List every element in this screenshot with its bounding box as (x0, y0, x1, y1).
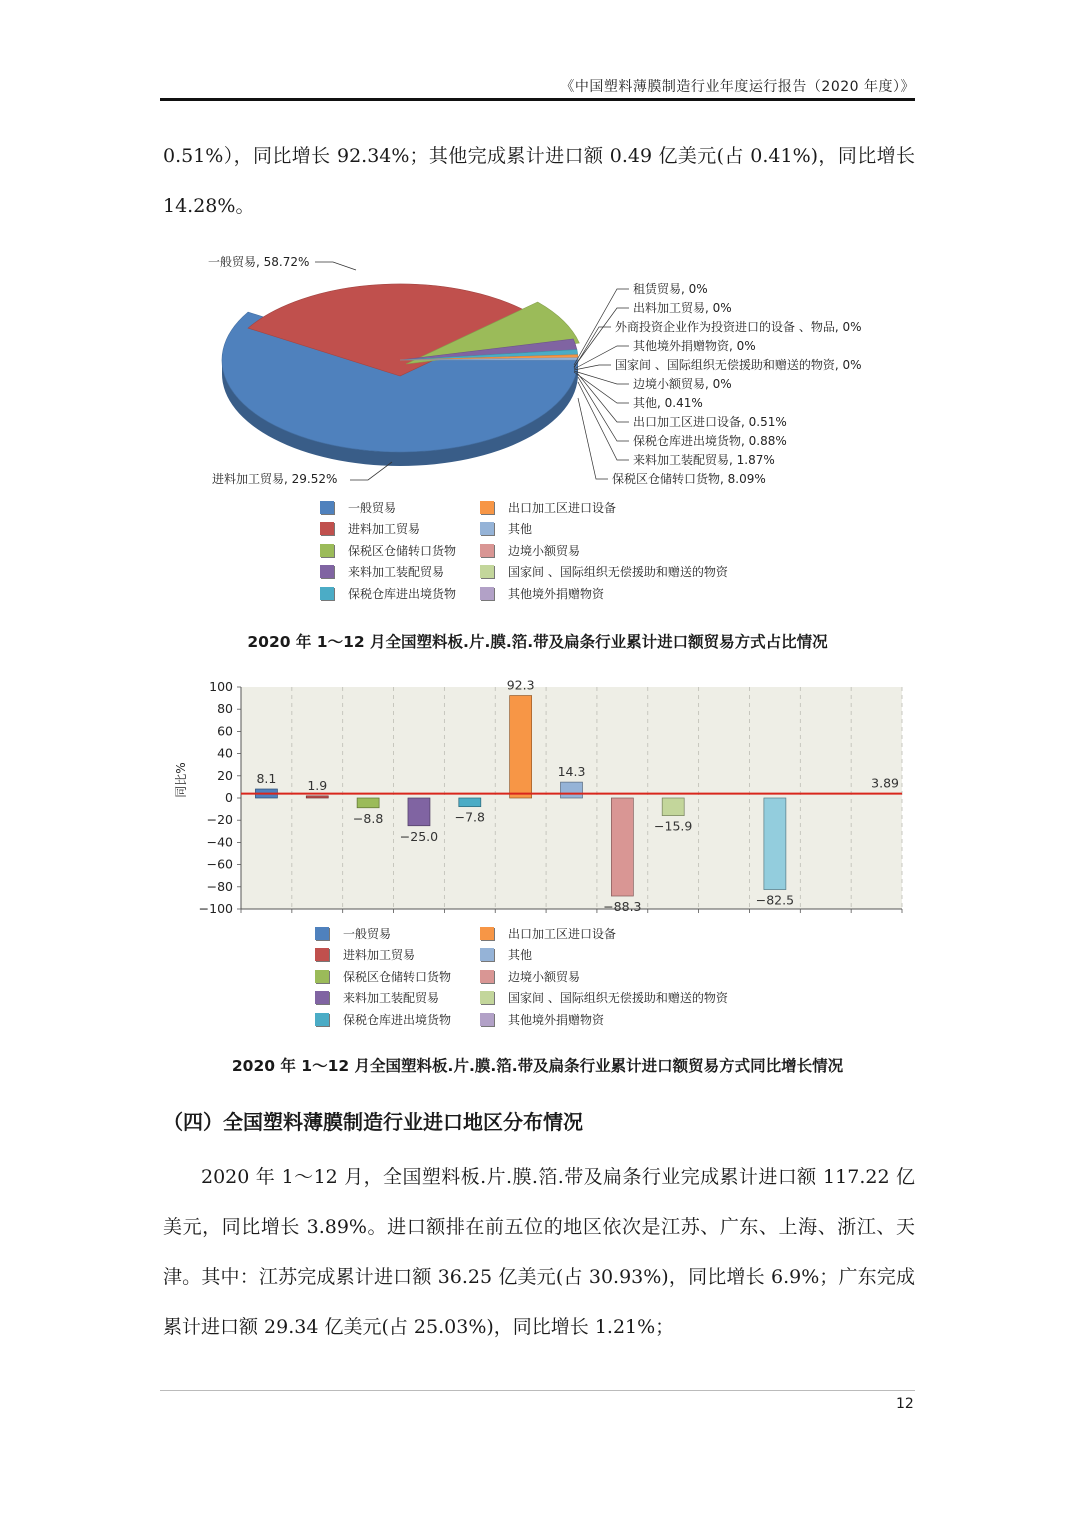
legend-swatch (320, 565, 334, 578)
pie-caption: 2020 年 1～12 月全国塑料板.片.膜.箔.带及扁条行业累计进口额贸易方式占比情况 (247, 633, 828, 651)
bar (408, 798, 430, 826)
bar-value-label: −7.8 (454, 809, 485, 825)
bar-value-label: 14.3 (557, 764, 586, 780)
legend-item (480, 541, 580, 559)
legend-swatch (315, 948, 329, 961)
legend-label: 保税仓库进出境货物 (348, 586, 457, 601)
legend-label: 保税仓库进出境货物 (343, 1012, 452, 1027)
bar-value-label: 1.9 (307, 777, 328, 793)
legend-item (320, 584, 456, 602)
legend-item (320, 498, 396, 516)
pie-label: 保税仓库进出境货物, 0.88% (633, 434, 787, 448)
legend-swatch (320, 544, 334, 557)
bar (459, 798, 481, 807)
y-tick-label: 20 (217, 767, 233, 783)
legend-swatch (480, 948, 494, 961)
header-rule (160, 98, 915, 101)
bar (764, 798, 786, 890)
legend-label: 出口加工区进口设备 (508, 926, 617, 941)
bar (662, 798, 684, 816)
legend-item (480, 924, 616, 942)
legend-swatch (315, 927, 329, 940)
bar (306, 796, 328, 798)
legend-item (480, 967, 580, 985)
legend-swatch (480, 587, 494, 600)
paragraph-continuation: 0.51%），同比增长 92.34%；其他完成累计进口额 0.49 亿美元(占 0.41%)，同比增长 14.28%。 (163, 145, 915, 217)
pie-label: 国家间 、国际组织无偿援助和赠送的物资, 0% (615, 358, 862, 372)
y-tick-label: 100 (209, 679, 233, 694)
legend-item (480, 584, 604, 602)
bar-value-label: −15.9 (654, 818, 693, 834)
y-tick-label: −60 (206, 856, 233, 872)
pie-label: 其他, 0.41% (633, 396, 703, 410)
legend-item (320, 541, 456, 559)
bar-y-ticks (199, 679, 241, 916)
legend-item (315, 946, 415, 964)
legend-swatch (320, 501, 334, 514)
legend-item (480, 520, 532, 538)
y-tick-label: −100 (198, 901, 233, 916)
pie-slices (222, 284, 579, 466)
body-paragraph: 2020 年 1～12 月，全国塑料板.片.膜.箔.带及扁条行业完成累计进口额 117.22 亿美元，同比增长 3.89%。进口额排在前五位的地区依次是江苏、广东、上海、浙江、天津。其中：江苏完成累计进口额 36.25 亿美元(占 30.93%)，同比增长 6.9%；广东完成累计进口额 29.34 亿美元(占 25.03%)，同比增长 1.21%； (163, 1166, 915, 1338)
legend-label: 来料加工装配贸易 (348, 565, 445, 579)
bar-legend (315, 924, 825, 1034)
footer-rule (160, 1390, 915, 1391)
legend-item (480, 1010, 604, 1028)
pie-label: 外商投资企业作为投资进口的设备 、物品, 0% (615, 320, 862, 334)
pie-label: 来料加工装配贸易, 1.87% (633, 453, 775, 467)
pie-leader-line (574, 327, 611, 368)
legend-swatch (315, 970, 329, 983)
bar (611, 798, 633, 896)
pie-leader-line (315, 262, 356, 270)
bar-value-label: −8.8 (352, 810, 384, 826)
bar-value-label: 8.1 (256, 771, 277, 787)
y-tick-label: 80 (217, 701, 233, 717)
y-tick-label: 60 (217, 723, 233, 739)
reference-line-label: 3.89 (871, 775, 899, 791)
pie-label: 一般贸易, 58.72% (208, 255, 310, 269)
legend-label: 保税区仓储转口货物 (343, 969, 452, 984)
page-number: 12 (896, 1396, 914, 1412)
legend-item (480, 946, 532, 964)
y-axis-label: 同比% (174, 762, 188, 798)
bar-caption: 2020 年 1～12 月全国塑料板.片.膜.箔.带及扁条行业累计进口额贸易方式同比增长情况 (231, 1057, 844, 1075)
bar (357, 798, 379, 808)
legend-item (480, 989, 728, 1007)
pie-legend (320, 498, 820, 608)
bar-chart (165, 670, 915, 920)
legend-item (315, 967, 451, 985)
pie-label: 出口加工区进口设备, 0.51% (633, 415, 787, 429)
pie-label: 其他境外捐赠物资, 0% (633, 339, 756, 353)
legend-label: 一般贸易 (348, 500, 397, 515)
y-tick-label: −80 (206, 878, 233, 894)
bar (510, 696, 532, 798)
legend-label: 其他境外捐赠物资 (508, 586, 605, 601)
legend-swatch (480, 970, 494, 983)
legend-swatch (480, 544, 494, 557)
legend-item (480, 498, 616, 516)
legend-label: 其他 (508, 948, 533, 962)
pie-label: 进料加工贸易, 29.52% (212, 472, 338, 486)
bar-value-label: −88.3 (603, 899, 642, 915)
legend-item (320, 520, 420, 538)
legend-swatch (480, 927, 494, 940)
legend-label: 国家间 、国际组织无偿援助和赠送的物资 (508, 565, 728, 579)
legend-label: 边境小额贸易 (508, 969, 581, 984)
legend-item (315, 924, 391, 942)
legend-item (315, 989, 439, 1007)
legend-label: 进料加工贸易 (343, 948, 416, 962)
legend-swatch (480, 501, 494, 514)
pie-chart (160, 240, 915, 498)
legend-swatch (480, 565, 494, 578)
legend-swatch (480, 991, 494, 1004)
y-tick-label: 40 (217, 745, 233, 761)
legend-label: 来料加工装配贸易 (343, 991, 440, 1005)
bar-value-label: 92.3 (506, 677, 535, 693)
pie-leader-line (578, 398, 608, 479)
y-tick-label: −20 (206, 812, 233, 828)
legend-label: 其他 (508, 522, 533, 536)
legend-item (315, 1010, 451, 1028)
pie-leader-line (574, 372, 629, 403)
pie-label: 租赁贸易, 0% (633, 282, 708, 296)
legend-swatch (480, 522, 494, 535)
legend-label: 保税区仓储转口货物 (348, 543, 457, 558)
y-tick-label: −40 (206, 834, 233, 850)
y-tick-label: 0 (225, 790, 233, 805)
legend-label: 国家间 、国际组织无偿援助和赠送的物资 (508, 991, 728, 1005)
pie-label: 边境小额贸易, 0% (633, 377, 732, 391)
legend-label: 进料加工贸易 (348, 522, 421, 536)
legend-swatch (315, 1013, 329, 1026)
pie-label: 出料加工贸易, 0% (633, 301, 732, 315)
legend-swatch (320, 522, 334, 535)
running-header: 《中国塑料薄膜制造行业年度运行报告（2020 年度）》 (560, 79, 915, 95)
legend-label: 一般贸易 (343, 926, 392, 941)
pie-label: 保税区仓储转口货物, 8.09% (612, 472, 766, 486)
pie-leader-line (574, 371, 629, 384)
legend-item (480, 563, 728, 581)
legend-item (320, 563, 444, 581)
legend-swatch (315, 991, 329, 1004)
pie-leader-line (578, 382, 629, 460)
bar (561, 782, 583, 798)
legend-swatch (320, 587, 334, 600)
bar-value-label: −82.5 (755, 892, 795, 908)
legend-label: 其他境外捐赠物资 (508, 1012, 605, 1027)
legend-label: 边境小额贸易 (508, 543, 581, 558)
section-heading: （四）全国塑料薄膜制造行业进口地区分布情况 (163, 1110, 583, 1134)
legend-swatch (480, 1013, 494, 1026)
bar-value-label: −25.0 (399, 828, 439, 844)
legend-label: 出口加工区进口设备 (508, 500, 617, 515)
